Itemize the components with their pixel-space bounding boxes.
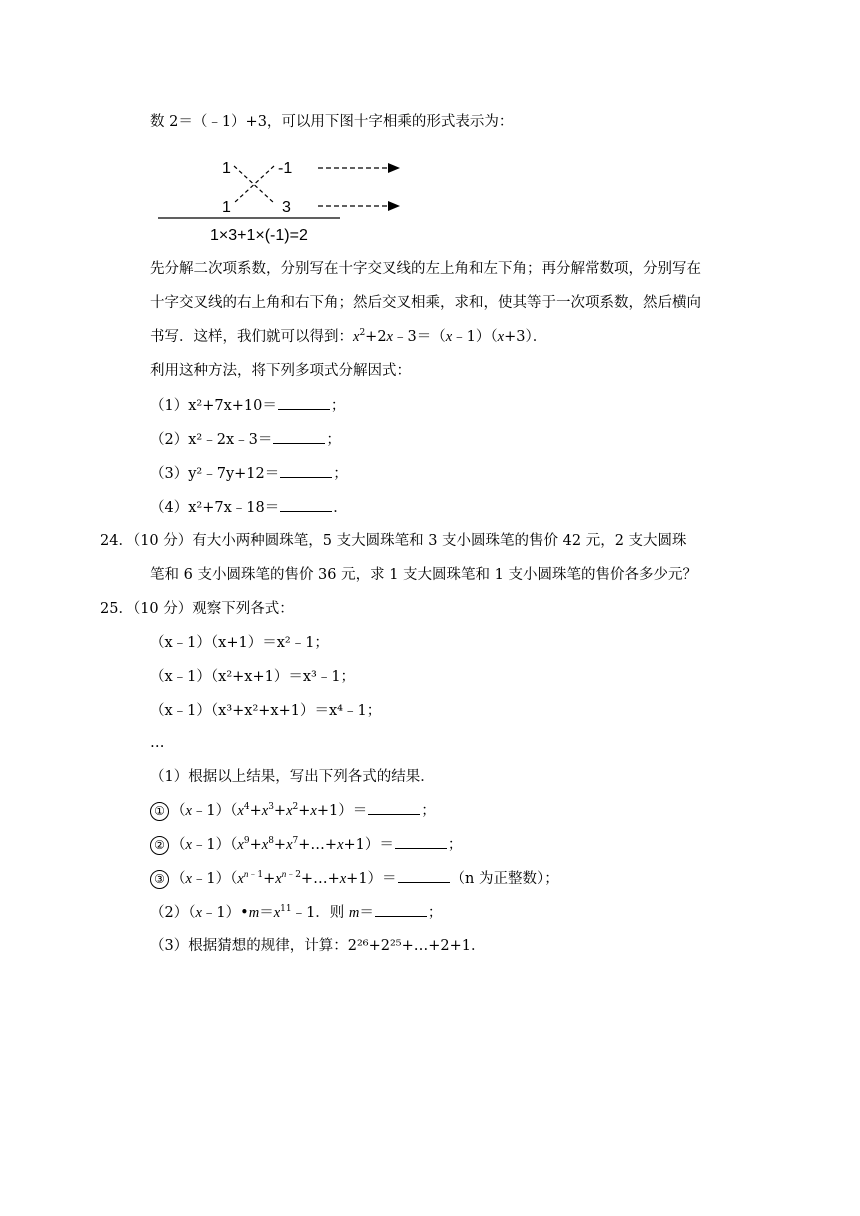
question-24-line-1: 24．（10 分）有大小两种圆珠笔，5 支大圆珠笔和 3 支小圆珠笔的售价 42 元，2 支大圆珠 bbox=[100, 533, 687, 549]
question-24-line-2: 笔和 6 支小圆珠笔的售价 36 元，求 1 支大圆珠笔和 1 支小圆珠笔的售价各多少元？ bbox=[150, 567, 697, 583]
q25-sub-2: $(2)(x﹣1)•m=x^{11}﹣1$．则 m＝ ； bbox=[150, 902, 442, 923]
item-23-4: （4）x²+7x﹣18＝ ． bbox=[150, 497, 348, 518]
cross-bottom-right: 3 bbox=[282, 199, 291, 216]
answer-blank[interactable] bbox=[398, 868, 450, 883]
q25-ellipsis: … bbox=[150, 735, 165, 751]
item-23-2: （2）x²﹣2x﹣3＝ ； bbox=[150, 429, 341, 450]
q25-eq-1: （x﹣1）（x+1）＝x²﹣1； bbox=[150, 635, 329, 651]
q25-sub-1: （1）根据以上结果，写出下列各式的结果． bbox=[150, 769, 435, 785]
q25-sub-1-item-1: ① $(x﹣1)(x^4+x^3+x^2+x+1)=$ ； bbox=[150, 800, 436, 821]
cross-multiplication-diagram bbox=[150, 148, 410, 248]
item-23-3: （3）y²﹣7y+12＝ ； bbox=[150, 463, 348, 484]
q25-sub-1-item-3: ③ $(x﹣1)(x^{n﹣1}+x^{n﹣2}+\dots+x+1)= (n$ 为正整数）； bbox=[150, 868, 559, 889]
intro-para-line-3: 书写．这样，我们就可以得到：$x^2+2x﹣3=(x﹣1)(x+3)$． bbox=[150, 328, 548, 345]
q25-eq-3: （x﹣1）（x³+x²+x+1）＝x⁴﹣1； bbox=[150, 703, 382, 719]
cross-bottom-left: 1 bbox=[222, 199, 231, 216]
question-25-title: 25．（10 分）观察下列各式： bbox=[100, 601, 294, 617]
intro-para-line-2: 十字交叉线的右上角和右下角；然后交叉相乘，求和，使其等于一次项系数，然后横向 bbox=[150, 295, 701, 311]
answer-blank[interactable] bbox=[368, 800, 420, 815]
cross-top-left: 1 bbox=[222, 160, 231, 177]
answer-blank[interactable] bbox=[280, 463, 332, 478]
answer-blank[interactable] bbox=[278, 395, 330, 410]
q25-eq-2: （x﹣1）（x²+x+1）＝x³﹣1； bbox=[150, 669, 356, 685]
intro-para-line-1: 先分解二次项系数，分别写在十字交叉线的左上角和左下角；再分解常数项，分别写在 bbox=[150, 261, 701, 277]
answer-blank[interactable] bbox=[395, 834, 447, 849]
q25-sub-3: （3）根据猜想的规律，计算：2²⁶+2²⁵+…+2+1． bbox=[150, 938, 486, 954]
item-23-1: （1）x²+7x+10＝ ； bbox=[150, 395, 345, 416]
answer-blank[interactable] bbox=[273, 429, 325, 444]
answer-blank[interactable] bbox=[280, 497, 332, 512]
cross-formula: 1×3+1×(-1)=2 bbox=[210, 227, 308, 244]
q25-sub-1-item-2: ② $(x﹣1)(x^9+x^8+x^7+\dots+x+1)=$ ； bbox=[150, 834, 462, 855]
intro-line-1: 数 2＝（﹣1）+3，可以用下图十字相乘的形式表示为： bbox=[150, 114, 514, 130]
cross-top-right: -1 bbox=[278, 160, 293, 177]
intro-para-line-4: 利用这种方法，将下列多项式分解因式： bbox=[150, 363, 411, 379]
answer-blank[interactable] bbox=[375, 902, 427, 917]
